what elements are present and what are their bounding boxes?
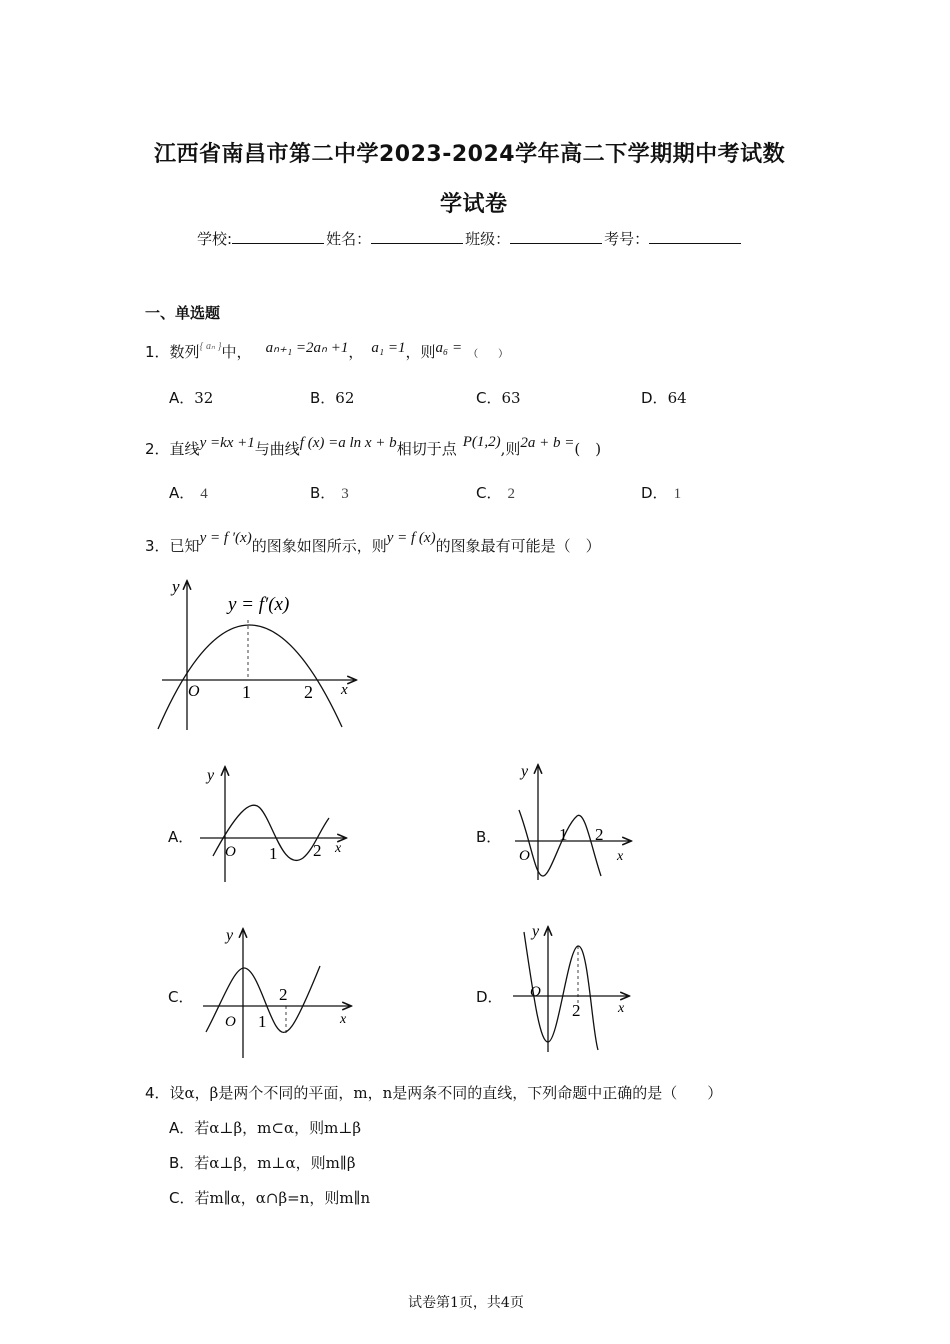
- initial-term: a₁ =1: [371, 340, 406, 356]
- q3-option-c-letter[interactable]: C．: [168, 988, 194, 1006]
- derivative-curve: [158, 625, 342, 729]
- tick-2: 2: [304, 682, 313, 702]
- derivative-graph: [150, 572, 365, 734]
- title-line-1: 江西省南昌市第二中学2023-2024学年高二下学期期中考试数: [154, 142, 786, 167]
- q2-option-d[interactable]: D． 1: [641, 484, 682, 502]
- svg-text:y: y: [226, 927, 234, 944]
- question-3: 3．已知y = f ′(x)的图象如图所示，则y = f (x)的图象最有可能是（ ）: [145, 530, 601, 555]
- q2-option-b[interactable]: B． 3: [310, 484, 349, 502]
- tick-1: 1: [242, 682, 251, 702]
- tangent-line: y =kx +1: [199, 435, 255, 451]
- svg-text:x: x: [618, 1001, 625, 1016]
- curve-label: y = f′(x): [228, 594, 290, 615]
- name-blank[interactable]: [371, 229, 463, 244]
- q2-option-a[interactable]: A． 4: [169, 484, 208, 502]
- number-blank[interactable]: [649, 229, 741, 244]
- q3-option-d-graph[interactable]: [508, 920, 638, 1055]
- svg-text:x: x: [335, 841, 342, 856]
- q3-option-c-graph[interactable]: [198, 922, 358, 1062]
- recurrence: aₙ₊₁ =2aₙ +1: [265, 340, 349, 356]
- q3-option-a-letter[interactable]: A．: [168, 828, 194, 846]
- q4-option-b[interactable]: B．若α⊥β，m⊥α，则m∥β: [169, 1154, 356, 1172]
- svg-text:O: O: [225, 1014, 236, 1030]
- q3-option-d-letter[interactable]: D．: [476, 988, 503, 1006]
- svg-text:x: x: [340, 1012, 347, 1027]
- svg-text:1: 1: [559, 825, 568, 844]
- curve-function: f (x) =a ln x + b: [299, 435, 397, 451]
- svg-text:y: y: [521, 763, 529, 780]
- derivative-function: y = f ′(x): [199, 530, 252, 546]
- svg-text:O: O: [519, 848, 530, 864]
- svg-text:1: 1: [269, 844, 278, 863]
- info-line: [197, 228, 743, 249]
- number-label: 考号：: [604, 230, 650, 248]
- original-function: y = f (x): [386, 530, 436, 546]
- svg-text:y: y: [207, 767, 215, 784]
- school-blank[interactable]: [232, 229, 324, 244]
- y-label: y: [172, 577, 180, 596]
- q1-option-d[interactable]: D．64: [641, 389, 687, 407]
- svg-text:2: 2: [313, 841, 322, 860]
- q4-option-a[interactable]: A．若α⊥β，m⊂α，则m⊥β: [169, 1119, 362, 1137]
- svg-text:2: 2: [572, 1001, 581, 1020]
- svg-text:2: 2: [595, 825, 604, 844]
- q3-option-b-letter[interactable]: B．: [476, 828, 502, 846]
- q2-option-c[interactable]: C． 2: [476, 484, 515, 502]
- q1-option-b[interactable]: B．62: [310, 389, 355, 407]
- tangent-point: P(1,2): [462, 434, 501, 450]
- svg-text:1: 1: [258, 1012, 267, 1031]
- school-label: 学校:: [197, 230, 233, 248]
- svg-text:x: x: [617, 849, 624, 864]
- origin-label: O: [188, 683, 200, 700]
- x-label: x: [341, 682, 348, 698]
- title-line-2: 学试卷: [440, 192, 508, 217]
- q3-option-b-graph[interactable]: [505, 758, 640, 883]
- question-2: 2．直线y =kx +1与曲线f (x) =a ln x + b相切于点 P(1,2),则2a + b =( ): [145, 434, 602, 458]
- class-label: 班级：: [465, 230, 511, 248]
- q3-option-a-graph[interactable]: [195, 760, 355, 885]
- section-heading: 一、单选题: [145, 304, 221, 322]
- class-blank[interactable]: [510, 229, 602, 244]
- target-expression: 2a + b =: [520, 435, 575, 451]
- q1-option-a[interactable]: A．32: [169, 389, 214, 407]
- target-term: a₆ =: [435, 340, 463, 356]
- q1-option-c[interactable]: C．63: [476, 389, 521, 407]
- page-footer: 试卷第1页，共4页: [408, 1295, 524, 1311]
- svg-text:O: O: [225, 844, 236, 860]
- svg-text:y: y: [532, 923, 540, 940]
- question-4: 4．设α，β是两个不同的平面，m，n是两条不同的直线，下列命题中正确的是（ ）: [145, 1084, 723, 1102]
- svg-text:2: 2: [279, 985, 288, 1004]
- q4-option-c[interactable]: C．若m∥α，α∩β=n，则m∥n: [169, 1189, 371, 1207]
- sequence-symbol: { aₙ }: [199, 341, 222, 352]
- question-1: 1．数列$^{\{ a_n \}}$中， aₙ₊₁ =2aₙ +1， a₁ =1，则a₆ = （ ）: [145, 340, 509, 361]
- name-label: 姓名：: [326, 230, 372, 248]
- svg-text:O: O: [530, 984, 541, 1000]
